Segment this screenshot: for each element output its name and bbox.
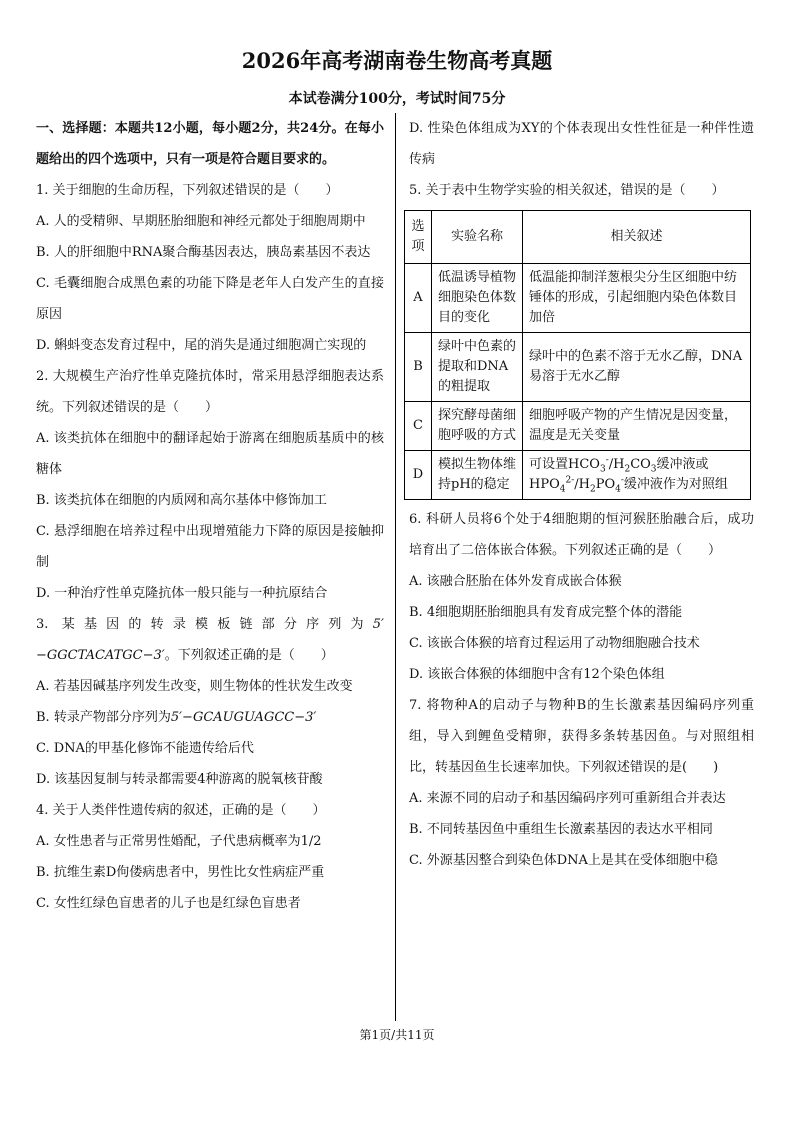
q2-stem: 2. 大规模生产治疗性单克隆抗体时，常采用悬浮细胞表达系统。下列叙述错误的是（ ） bbox=[36, 369, 384, 415]
chem-superscript: - bbox=[620, 475, 624, 486]
chem-text: CO bbox=[630, 457, 651, 472]
q3-option-b bbox=[36, 702, 384, 733]
table-cell-option: D bbox=[405, 451, 432, 500]
right-column bbox=[409, 113, 754, 876]
page-footer: 第1页/共11页 bbox=[359, 1028, 435, 1042]
q5-stem: 5. 关于表中生物学实验的相关叙述，错误的是（ ） bbox=[409, 183, 725, 198]
table-header-row bbox=[405, 211, 751, 264]
q3-stem-post: 。下列叙述正确的是（ ） bbox=[164, 648, 334, 663]
table-cell-name: 绿叶中色素的提取和DNA的粗提取 bbox=[432, 333, 523, 402]
q7-option-a: A. 来源不同的启动子和基因编码序列可重新组合并表达 bbox=[409, 791, 726, 806]
chem-subscript: 2 bbox=[624, 464, 631, 475]
q2-option-a: A. 该类抗体在细胞中的翻译起始于游离在细胞质基质中的核糖体 bbox=[36, 431, 384, 477]
q3-template-sequence: 5′−GGCTACATGC−3′ bbox=[36, 617, 384, 663]
table-header-option: 选项 bbox=[405, 211, 432, 264]
chem-text: /H bbox=[608, 457, 625, 472]
table-cell-desc: 绿叶中的色素不溶于无水乙醇，DNA易溶于无水乙醇 bbox=[523, 333, 751, 402]
table-row bbox=[405, 333, 751, 402]
table-cell-desc: 细胞呼吸产物的产生情况是因变量，温度是无关变量 bbox=[523, 402, 751, 451]
table-row bbox=[405, 451, 751, 500]
q1-option-d: D. 蝌蚪变态发育过程中，尾的消失是通过细胞凋亡实现的 bbox=[36, 338, 367, 353]
q7-stem: 7. 将物种A的启动子与物种B的生长激素基因编码序列重组，导入到鲤鱼受精卵，获得多条转基因鱼。与对照组相比，转基因鱼生长速率加快。下列叙述错误的是( ) bbox=[409, 698, 754, 775]
table-cell-name: 模拟生物体维持pH的稳定 bbox=[432, 451, 523, 500]
table-cell-option: A bbox=[405, 264, 432, 333]
chem-text: 缓冲液或HPO bbox=[529, 457, 709, 492]
chem-subscript: 4 bbox=[559, 484, 566, 495]
section-heading: 一、选择题：本题共12小题，每小题2分，共24分。在每小题给出的四个选项中，只有一项是符合题目要求的。 bbox=[36, 121, 384, 167]
q4-option-d: D. 性染色体组成为XY的个体表现出女性性征是一种伴性遗传病 bbox=[409, 121, 754, 167]
chem-subscript: 2 bbox=[589, 484, 596, 495]
q1-stem: 1. 关于细胞的生命历程，下列叙述错误的是（ ） bbox=[36, 183, 339, 198]
q6-stem: 6. 科研人员将6个处于4细胞期的恒河猴胚胎融合后，成功培育出了二倍体嵌合体猴。下列叙述正确的是（ ） bbox=[409, 512, 754, 558]
page-title: 2026年高考湖南卷生物高考真题 bbox=[241, 48, 553, 73]
chem-subscript: 3 bbox=[650, 464, 657, 475]
table-cell-name: 探究酵母菌细胞呼吸的方式 bbox=[432, 402, 523, 451]
table-row bbox=[405, 264, 751, 333]
q5-experiment-table bbox=[404, 210, 751, 500]
chem-subscript: 4 bbox=[615, 484, 621, 495]
table-header-name: 实验名称 bbox=[432, 211, 523, 264]
q4-option-a: A. 女性患者与正常男性婚配，子代患病概率为1/2 bbox=[36, 834, 322, 849]
table-cell-desc: 低温能抑制洋葱根尖分生区细胞中纺锤体的形成，引起细胞内染色体数目加倍 bbox=[523, 264, 751, 333]
q4-option-c: C. 女性红绿色盲患者的儿子也是红绿色盲患者 bbox=[36, 896, 301, 911]
q3-transcript-sequence: 5′−GCAUGUAGCC−3′ bbox=[170, 710, 317, 725]
table-row bbox=[405, 402, 751, 451]
q3-option-c: C. DNA的甲基化修饰不能遗传给后代 bbox=[36, 741, 254, 756]
q6-option-a: A. 该融合胚胎在体外发育成嵌合体猴 bbox=[409, 574, 622, 589]
chem-text: PO bbox=[595, 477, 616, 492]
chem-superscript: 2- bbox=[565, 475, 575, 486]
q6-option-c: C. 该嵌合体猴的培育过程运用了动物细胞融合技术 bbox=[409, 636, 700, 651]
q2-option-b: B. 该类抗体在细胞的内质网和高尔基体中修饰加工 bbox=[36, 493, 327, 508]
q4-stem: 4. 关于人类伴性遗传病的叙述，正确的是（ ） bbox=[36, 803, 326, 818]
table-cell-option: C bbox=[405, 402, 432, 451]
q7-option-c: C. 外源基因整合到染色体DNA上是其在受体细胞中稳 bbox=[409, 853, 718, 868]
q3-stem bbox=[36, 609, 384, 671]
q4-option-b: B. 抗维生素D佝偻病患者中，男性比女性病症严重 bbox=[36, 865, 325, 880]
q6-option-b: B. 4细胞期胚胎细胞具有发育成完整个体的潜能 bbox=[409, 605, 683, 620]
table-cell-option: B bbox=[405, 333, 432, 402]
q1-option-b: B. 人的肝细胞中RNA聚合酶基因表达，胰岛素基因不表达 bbox=[36, 245, 371, 260]
q3-stem-pre: 3. 某基因的转录模板链部分序列为 bbox=[36, 617, 373, 632]
column-divider bbox=[395, 113, 396, 1021]
q3-option-d: D. 该基因复制与转录都需要4种游离的脱氧核苷酸 bbox=[36, 772, 323, 787]
left-column bbox=[36, 113, 384, 919]
table-cell-desc bbox=[523, 451, 751, 500]
chem-subscript: 3 bbox=[599, 464, 606, 475]
table-cell-name: 低温诱导植物细胞染色体数目的变化 bbox=[432, 264, 523, 333]
q2-option-d: D. 一种治疗性单克隆抗体一般只能与一种抗原结合 bbox=[36, 586, 328, 601]
q7-option-b: B. 不同转基因鱼中重组生长激素基因的表达水平相同 bbox=[409, 822, 713, 837]
q3-option-a: A. 若基因碱基序列发生改变，则生物体的性状发生改变 bbox=[36, 679, 353, 694]
chem-text: /H bbox=[574, 477, 590, 492]
q1-option-c: C. 毛囊细胞合成黑色素的功能下降是老年人白发产生的直接原因 bbox=[36, 276, 384, 322]
chem-text: 可设置HCO bbox=[529, 457, 600, 472]
q3-option-b-pre: B. 转录产物部分序列为 bbox=[36, 710, 171, 725]
q1-option-a: A. 人的受精卵、早期胚胎细胞和神经元都处于细胞周期中 bbox=[36, 214, 366, 229]
q2-option-c: C. 悬浮细胞在培养过程中出现增殖能力下降的原因是接触抑制 bbox=[36, 524, 384, 570]
q6-option-d: D. 该嵌合体猴的体细胞中含有12个染色体组 bbox=[409, 667, 665, 682]
chem-text: 缓冲液作为对照组 bbox=[623, 477, 728, 492]
chem-superscript: - bbox=[605, 455, 609, 466]
table-header-desc: 相关叙述 bbox=[523, 211, 751, 264]
page-subtitle: 本试卷满分100分，考试时间75分 bbox=[288, 91, 506, 107]
